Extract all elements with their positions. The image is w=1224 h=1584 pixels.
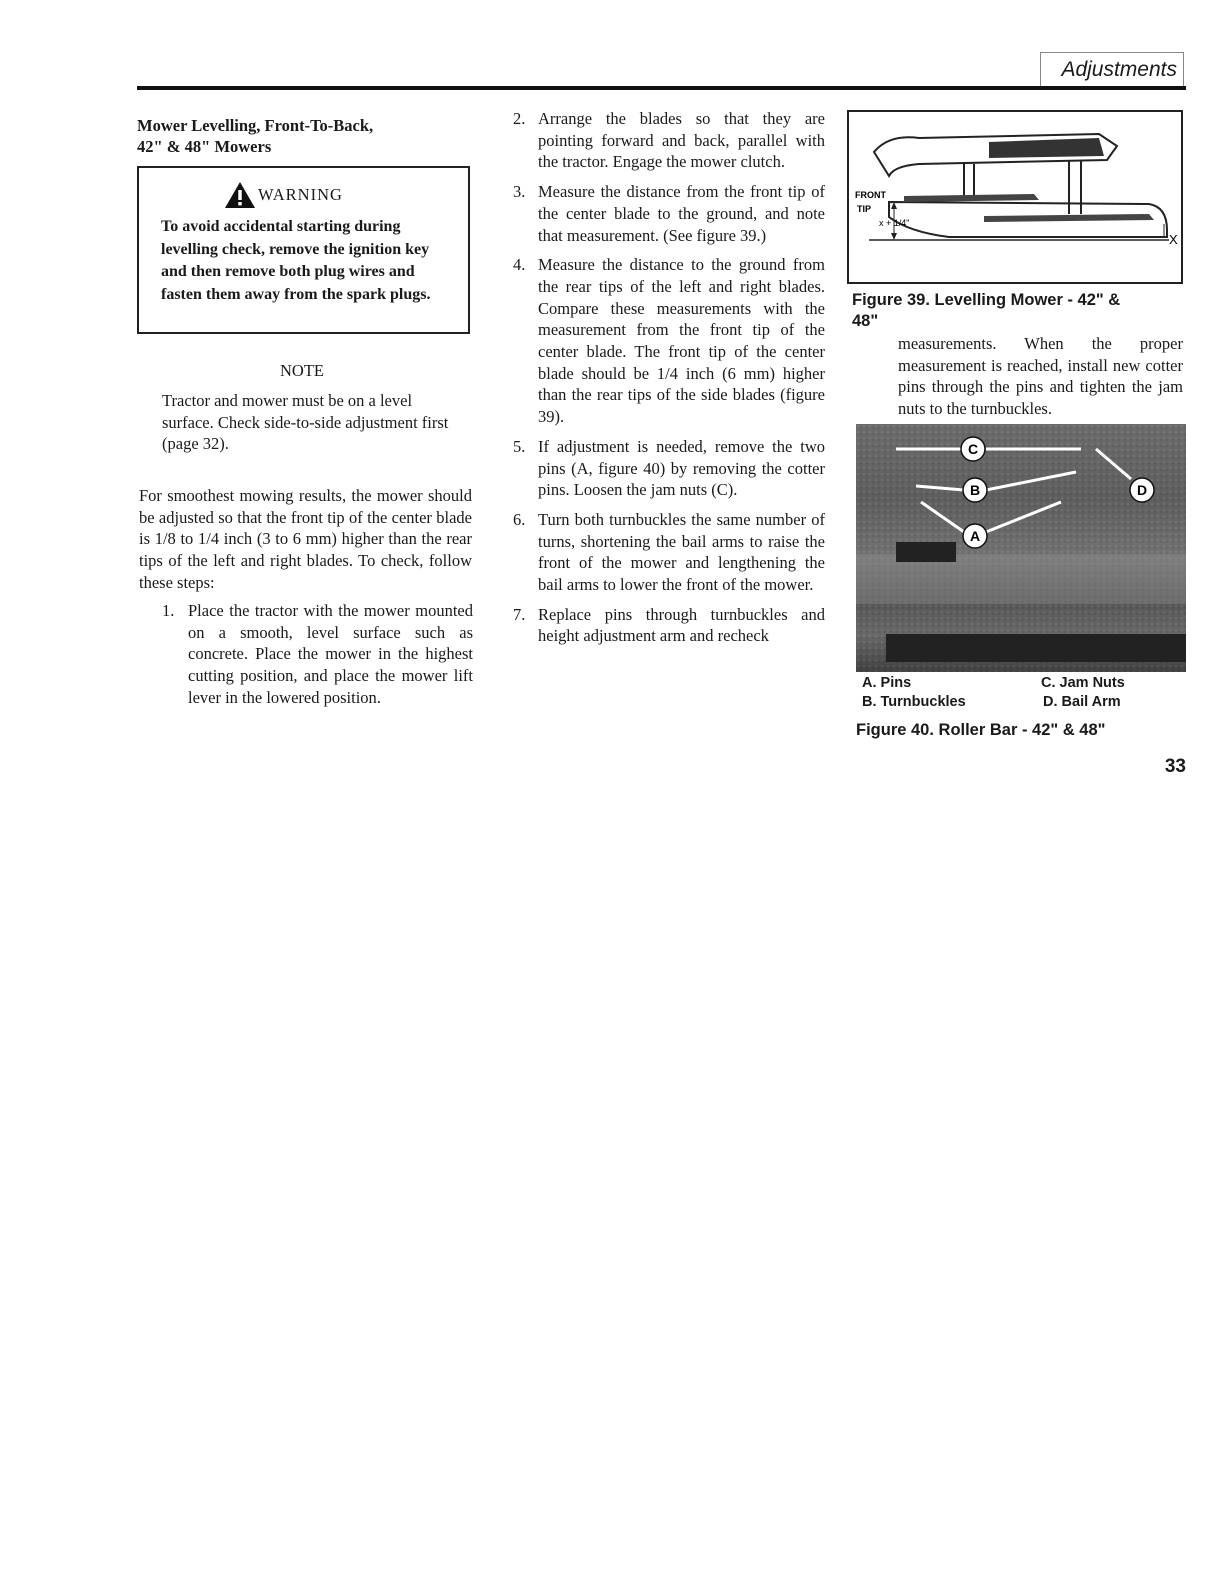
step-3: 3. Measure the distance from the front tip of the center blade to the ground, and note that measurement. (See figure 39.) xyxy=(513,182,825,245)
steps-list xyxy=(513,108,825,655)
mower-side-diagram xyxy=(849,112,1181,282)
continued-paragraph: measurements. When the proper measurement is reached, install new cotter pins through the pins and tighten the jam nuts to the turnbuckles. xyxy=(898,334,1183,419)
callout-b: B xyxy=(969,482,981,498)
x-label: X xyxy=(1169,232,1178,247)
warning-text: To avoid accidental starting during levelling check, remove the ignition key and then remove both plug wires and fasten them away from the spark plugs. xyxy=(161,218,431,303)
step-1: 1. Place the tractor with the mower mounted on a smooth, level surface such as concrete. Place the mower in the highest cutting position, and place the mower lift lever in the lowered position. xyxy=(162,601,473,707)
roller-bar-photo xyxy=(856,424,1186,672)
header-rule xyxy=(137,86,1186,90)
legend-a: A. Pins xyxy=(862,675,912,691)
step-2: 2. Arrange the blades so that they are pointing forward and back, parallel with the tractor. Engage the mower clutch. xyxy=(513,109,825,172)
warning-icon xyxy=(224,181,256,209)
legend-c: C. Jam Nuts xyxy=(1041,675,1125,691)
figure-40-photo xyxy=(856,424,1186,672)
legend-d: D. Bail Arm xyxy=(1043,694,1121,710)
callout-c: C xyxy=(967,441,979,457)
warning-box xyxy=(137,166,470,334)
warning-title: WARNING xyxy=(258,185,343,204)
warning-header xyxy=(224,181,343,209)
step-5: 5. If adjustment is needed, remove the two pins (A, figure 40) by removing the cotter pins. Loosen the jam nuts (C). xyxy=(513,436,825,500)
note-title: NOTE xyxy=(280,361,324,380)
figure-39-diagram xyxy=(847,110,1183,284)
figure-40-caption: Figure 40. Roller Bar - 42" & 48" xyxy=(856,721,1106,739)
section-title: Adjustments xyxy=(1040,52,1184,86)
step-7: 7. Replace pins through turnbuckles and height adjustment arm and recheck xyxy=(513,604,825,646)
measure-label: x + 1/4" xyxy=(879,218,910,228)
intro-paragraph: For smoothest mowing results, the mower should be adjusted so that the front tip of the center blade is 1/8 to 1/4 inch (3 to 6 mm) higher than the rear tips of the left and right blades. To check, follow these steps: xyxy=(139,486,472,592)
note-text: Tractor and mower must be on a level surface. Check side-to-side adjustment first (page 32). xyxy=(162,391,449,454)
tip-label: TIP xyxy=(857,204,872,214)
callout-a: A xyxy=(969,528,981,544)
front-label: FRONT xyxy=(855,190,886,200)
callout-d: D xyxy=(1136,482,1148,498)
figure-39-caption: Figure 39. Levelling Mower - 42" & 48" xyxy=(852,291,1121,330)
step-4: 4. Measure the distance to the ground from the rear tips of the left and right blades. Compare these measurements with the measurement from the front tip of the center blade. The front tip of the center blade should be 1/4 inch (6 mm) higher than the rear tips of the side blades (figure 39). xyxy=(513,255,825,427)
step-6: 6. Turn both turnbuckles the same number of turns, shortening the bail arms to raise the front of the mower and lengthening the bail arms to lower the front of the mower. xyxy=(513,509,825,595)
page-number: 33 xyxy=(1164,756,1186,777)
legend-b: B. Turnbuckles xyxy=(862,694,966,710)
section-heading: Mower Levelling, Front-To-Back, 42" & 48" Mowers xyxy=(137,116,374,156)
